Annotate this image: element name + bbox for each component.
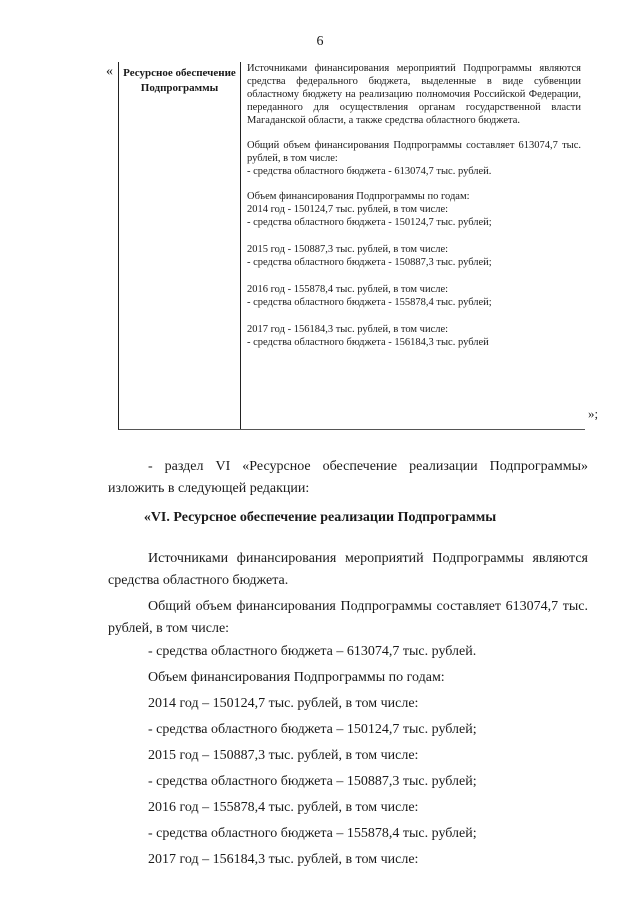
page-number: 6 bbox=[316, 34, 324, 49]
year-2017-budget-text: - средства областного бюджета - 156184,3 тыс. рублей bbox=[247, 337, 489, 348]
section-heading: «VI. Ресурсное обеспечение реализации Подпрограммы bbox=[143, 510, 497, 525]
section-amendment-paragraph: - раздел VI «Ресурсное обеспечение реализации Подпрограммы» изложить в следующей редакции: bbox=[108, 459, 588, 496]
funding-sources-paragraph: Источниками финансирования мероприятий Подпрограммы являются средства областного бюджета. bbox=[108, 551, 588, 588]
year-2014-text: 2014 год - 150124,7 тыс. рублей, в том числе: bbox=[247, 204, 449, 215]
year-2015-line: 2015 год – 150887,3 тыс. рублей, в том числе: bbox=[148, 748, 419, 763]
year-2016-line: 2016 год – 155878,4 тыс. рублей, в том числе: bbox=[148, 800, 419, 815]
total-funding-text: Общий объем финансирования Подпрограммы составляет 613074,7 тыс. рублей, в том числе: bbox=[247, 140, 581, 164]
total-regional-budget-text: - средства областного бюджета - 613074,7 тыс. рублей. bbox=[247, 166, 492, 177]
funding-sources-text: Источниками финансирования мероприятий Подпрограммы являются средства федерального бюджета, выделенные в виде субвенции областному бюджету на реализацию полномочия Российской Федерации, переданного для осуществления органам государственной власти Магаданской области, а также средства областного бюджета. bbox=[247, 63, 581, 126]
year-2017-text: 2017 год - 156184,3 тыс. рублей, в том числе: bbox=[247, 324, 449, 335]
table-right-cell bbox=[247, 62, 581, 429]
opening-quote: « bbox=[106, 64, 113, 79]
table-left-cell bbox=[119, 62, 241, 429]
year-2015-budget-line: - средства областного бюджета – 150887,3 тыс. рублей; bbox=[148, 774, 477, 789]
years-heading-line: Объем финансирования Подпрограммы по годам: bbox=[148, 670, 445, 685]
year-2014-budget-text: - средства областного бюджета - 150124,7 тыс. рублей; bbox=[247, 217, 492, 228]
years-heading-text: Объем финансирования Подпрограммы по годам: bbox=[247, 191, 470, 202]
total-regional-budget-line: - средства областного бюджета – 613074,7 тыс. рублей. bbox=[148, 644, 477, 659]
year-2016-text: 2016 год - 155878,4 тыс. рублей, в том числе: bbox=[247, 284, 449, 295]
total-funding-paragraph: Общий объем финансирования Подпрограммы составляет 613074,7 тыс. рублей, в том числе: bbox=[108, 599, 588, 636]
closing-quote: »; bbox=[588, 406, 599, 421]
resource-table bbox=[118, 62, 585, 430]
table-left-title: Ресурсное обеспечение Подпрограммы bbox=[123, 67, 236, 94]
year-2017-line: 2017 год – 156184,3 тыс. рублей, в том числе: bbox=[148, 852, 419, 867]
year-2016-budget-line: - средства областного бюджета – 155878,4 тыс. рублей; bbox=[148, 826, 477, 841]
year-2015-budget-text: - средства областного бюджета - 150887,3 тыс. рублей; bbox=[247, 257, 492, 268]
year-2014-budget-line: - средства областного бюджета – 150124,7 тыс. рублей; bbox=[148, 722, 477, 737]
year-2015-text: 2015 год - 150887,3 тыс. рублей, в том числе: bbox=[247, 244, 449, 255]
year-2016-budget-text: - средства областного бюджета - 155878,4 тыс. рублей; bbox=[247, 297, 492, 308]
year-2014-line: 2014 год – 150124,7 тыс. рублей, в том числе: bbox=[148, 696, 419, 711]
